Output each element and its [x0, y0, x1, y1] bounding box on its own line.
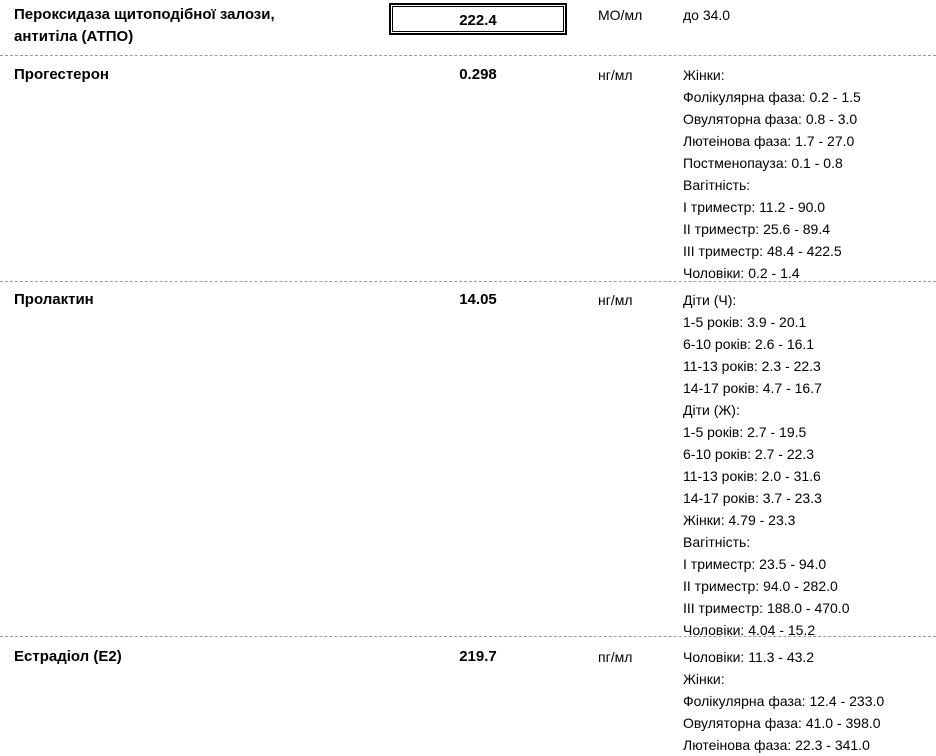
reference-line: ІІ триместр: 25.6 - 89.4 [683, 221, 831, 237]
test-name [14, 4, 374, 48]
reference-line: 1-5 років: 2.7 - 19.5 [683, 424, 807, 440]
reference-line: Чоловіки: 4.04 - 15.2 [683, 622, 816, 638]
reference-line: Фолікулярна фаза: 12.4 - 233.0 [683, 693, 885, 709]
test-name-line: Пролактин [14, 291, 94, 308]
reference-range [683, 4, 933, 26]
reference-line: 11-13 років: 2.3 - 22.3 [683, 358, 821, 374]
test-name-line: антитіла (АТПО) [14, 28, 134, 45]
test-unit: пг/мл [598, 649, 633, 665]
reference-line: Жінки: 4.79 - 23.3 [683, 512, 796, 528]
test-name [14, 289, 374, 311]
reference-line: Постменопауза: 0.1 - 0.8 [683, 155, 843, 171]
test-unit: нг/мл [598, 292, 633, 308]
reference-line: І триместр: 23.5 - 94.0 [683, 556, 827, 572]
test-name [14, 646, 374, 668]
test-name-line: Естрадіол (Е2) [14, 648, 122, 665]
reference-line: І триместр: 11.2 - 90.0 [683, 199, 826, 215]
reference-line: Чоловіки: 0.2 - 1.4 [683, 265, 800, 281]
reference-range [683, 289, 933, 641]
test-result: 219.7 [459, 648, 497, 665]
reference-line: Діти (Ч): [683, 292, 737, 308]
reference-line: Фолікулярна фаза: 0.2 - 1.5 [683, 89, 861, 105]
test-unit: МО/мл [598, 7, 643, 23]
reference-line: ІІІ триместр: 188.0 - 470.0 [683, 600, 850, 616]
test-result-flagged: 222.4 [390, 4, 566, 34]
reference-line: Лютеінова фаза: 1.7 - 27.0 [683, 133, 855, 149]
row-separator [0, 55, 936, 56]
reference-line: 11-13 років: 2.0 - 31.6 [683, 468, 821, 484]
test-name [14, 64, 374, 86]
test-unit: нг/мл [598, 67, 633, 83]
reference-line: Діти (Ж): [683, 402, 740, 418]
reference-line: Жінки: [683, 671, 725, 687]
reference-line: 6-10 років: 2.6 - 16.1 [683, 336, 815, 352]
reference-line: 14-17 років: 3.7 - 23.3 [683, 490, 822, 506]
reference-line: ІІ триместр: 94.0 - 282.0 [683, 578, 838, 594]
reference-line: 1-5 років: 3.9 - 20.1 [683, 314, 807, 330]
reference-line: Овуляторна фаза: 41.0 - 398.0 [683, 715, 881, 731]
reference-line: Лютеінова фаза: 22.3 - 341.0 [683, 737, 870, 753]
reference-line: 6-10 років: 2.7 - 22.3 [683, 446, 815, 462]
reference-line: Жінки: [683, 67, 725, 83]
reference-range [683, 646, 933, 756]
test-result: 0.298 [459, 66, 497, 83]
reference-line: Овуляторна фаза: 0.8 - 3.0 [683, 111, 858, 127]
reference-line: Чоловіки: 11.3 - 43.2 [683, 649, 815, 665]
reference-line: до 34.0 [683, 7, 731, 23]
test-name-line: Прогестерон [14, 66, 109, 83]
row-separator [0, 281, 936, 282]
reference-line: ІІІ триместр: 48.4 - 422.5 [683, 243, 842, 259]
row-separator [0, 636, 936, 637]
reference-line: Вагітність: [683, 534, 751, 550]
reference-line: Вагітність: [683, 177, 751, 193]
reference-range [683, 64, 933, 284]
test-result: 14.05 [459, 291, 497, 308]
reference-line: 14-17 років: 4.7 - 16.7 [683, 380, 822, 396]
test-name-line: Пероксидаза щитоподібної залози, [14, 6, 275, 23]
